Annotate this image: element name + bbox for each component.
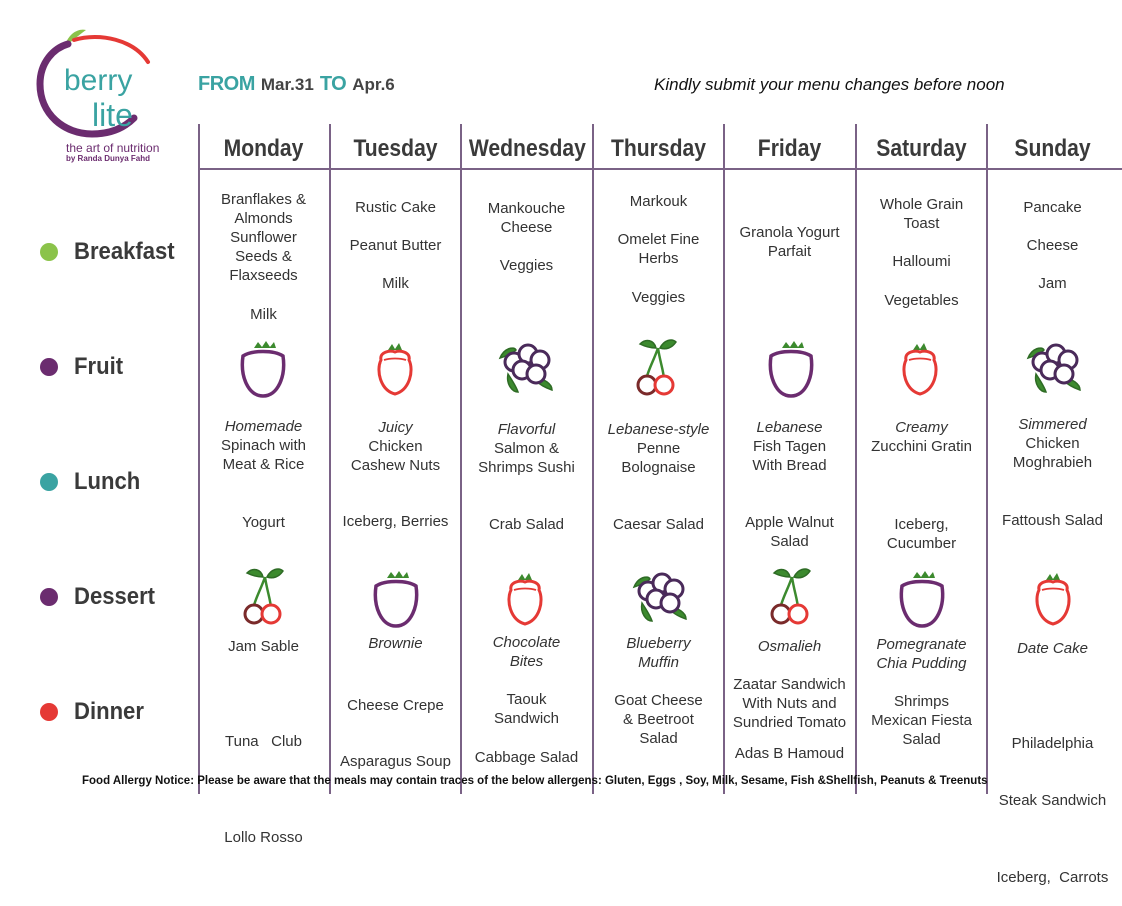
lunch-thursday bbox=[593, 420, 724, 534]
blueberry-icon bbox=[494, 334, 556, 398]
day-header-tuesday: Tuesday bbox=[353, 135, 438, 162]
dessert-monday bbox=[198, 637, 329, 656]
breakfast-item: Branflakes & bbox=[220, 191, 307, 208]
meal-label-text: Dinner bbox=[74, 698, 144, 725]
to-label: TO bbox=[319, 73, 347, 95]
day-header-friday: Friday bbox=[757, 135, 822, 162]
lunch-item: Moghrabieh bbox=[1012, 454, 1093, 471]
dessert-item: Chocolate bbox=[492, 634, 561, 651]
raspberry-icon bbox=[1022, 568, 1084, 632]
lunch-dot bbox=[40, 473, 58, 491]
dessert-item: Chia Pudding bbox=[876, 655, 967, 672]
dessert-item: Muffin bbox=[638, 654, 679, 671]
lunch-sunday bbox=[987, 415, 1118, 530]
dessert-item: Date Cake bbox=[1017, 640, 1088, 657]
dinner-item: & Beetroot bbox=[623, 711, 694, 728]
breakfast-sunday bbox=[987, 198, 1118, 293]
dessert-item: Brownie bbox=[368, 635, 423, 652]
allergy-notice: Food Allergy Notice: Please be aware that the meals may contain traces of the below allergens: Gluten, Eggs , Soy, Milk, Sesame, Fish &Shellfish, Peanuts & Treenuts bbox=[82, 775, 988, 787]
lunch-item: Salmon & bbox=[493, 440, 560, 457]
lunch-item: Penne bbox=[636, 440, 681, 457]
dinner-friday bbox=[724, 675, 855, 763]
lunch-side: Crab Salad bbox=[488, 516, 565, 533]
dinner-thursday bbox=[593, 691, 724, 748]
lunch-side: Fattoush Salad bbox=[1002, 512, 1103, 529]
dessert-sunday bbox=[987, 639, 1118, 658]
breakfast-wednesday bbox=[461, 199, 592, 275]
raspberry-icon bbox=[889, 338, 951, 402]
meal-label-fruit bbox=[40, 353, 127, 381]
to-date: Apr.6 bbox=[352, 75, 395, 94]
lunch-item: Shrimps Sushi bbox=[478, 459, 575, 476]
lunch-side: Salad bbox=[770, 533, 809, 550]
lunch-side: Apple Walnut bbox=[745, 514, 834, 531]
lunch-item: With Bread bbox=[752, 457, 827, 474]
meal-label-text: Dessert bbox=[74, 583, 156, 610]
dessert-item: Blueberry bbox=[626, 635, 691, 652]
meal-label-text: Fruit bbox=[74, 353, 124, 380]
dinner-item: Steak Sandwich bbox=[998, 792, 1107, 809]
meal-label-dessert bbox=[40, 583, 162, 611]
lunch-wednesday bbox=[461, 420, 592, 534]
meal-label-dinner bbox=[40, 698, 150, 726]
breakfast-item: Mankouche bbox=[487, 200, 566, 217]
dessert-item: Pomegranate bbox=[876, 636, 967, 653]
dinner-item: With Nuts and bbox=[742, 695, 837, 712]
submission-notice: Kindly submit your menu changes before noon bbox=[654, 75, 1005, 94]
logo-word-1: berry bbox=[64, 64, 133, 97]
cherry-icon bbox=[233, 563, 295, 627]
breakfast-item: Vegetables bbox=[884, 292, 959, 309]
breakfast-item: Halloumi bbox=[892, 253, 951, 270]
breakfast-item: Veggies bbox=[499, 257, 554, 274]
breakfast-item: Parfait bbox=[767, 243, 812, 260]
dinner-side: Asparagus Soup bbox=[340, 753, 451, 770]
fig-icon bbox=[891, 568, 953, 632]
blueberry-icon bbox=[1022, 334, 1084, 398]
dinner-item: Sundried Tomato bbox=[732, 714, 847, 731]
lunch-item: Creamy bbox=[895, 419, 948, 436]
from-label: FROM bbox=[198, 73, 255, 95]
day-header-thursday: Thursday bbox=[610, 135, 707, 162]
dessert-saturday bbox=[856, 635, 987, 673]
day-header-monday: Monday bbox=[223, 135, 304, 162]
logo-byline: by Randa Dunya Fahd bbox=[66, 154, 151, 163]
lunch-side: Iceberg, Berries bbox=[342, 513, 449, 530]
breakfast-item: Rustic Cake bbox=[355, 199, 436, 216]
dinner-item: Shrimps bbox=[893, 693, 949, 710]
raspberry-icon bbox=[494, 568, 556, 632]
dessert-wednesday bbox=[461, 633, 592, 671]
dinner-item: Zaatar Sandwich bbox=[733, 676, 846, 693]
lunch-item: Spinach with bbox=[220, 437, 307, 454]
breakfast-item: Jam bbox=[1038, 275, 1067, 292]
logo-word-2: lite bbox=[92, 97, 133, 133]
dessert-friday bbox=[724, 637, 855, 656]
dinner-dot bbox=[40, 703, 58, 721]
meal-label-lunch bbox=[40, 468, 146, 496]
lunch-item: Chicken bbox=[368, 438, 423, 455]
cherry-icon bbox=[760, 563, 822, 627]
lunch-saturday bbox=[856, 418, 987, 553]
lunch-item: Chicken bbox=[1025, 435, 1080, 452]
breakfast-item: Milk bbox=[250, 306, 277, 323]
lunch-item: Cashew Nuts bbox=[350, 457, 441, 474]
dinner-item: Cheese Crepe bbox=[347, 697, 444, 714]
breakfast-item: Herbs bbox=[638, 250, 679, 267]
breakfast-item: Sunflower bbox=[230, 229, 297, 246]
dinner-saturday bbox=[856, 692, 987, 749]
dinner-side: Adas B Hamoud bbox=[734, 745, 845, 762]
lunch-side: Iceberg, bbox=[894, 516, 949, 533]
lunch-side: Yogurt bbox=[242, 514, 285, 531]
header-divider bbox=[198, 168, 1122, 170]
lunch-friday bbox=[724, 418, 855, 551]
fig-icon bbox=[365, 568, 427, 632]
dessert-dot bbox=[40, 588, 58, 606]
lunch-item: Meat & Rice bbox=[222, 456, 305, 473]
lunch-item: Flavorful bbox=[497, 421, 556, 438]
day-header-wednesday: Wednesday bbox=[468, 135, 586, 162]
lunch-side: Caesar Salad bbox=[613, 516, 704, 533]
breakfast-tuesday bbox=[330, 198, 461, 293]
lunch-tuesday bbox=[330, 418, 461, 531]
lunch-monday bbox=[198, 417, 329, 532]
breakfast-item: Seeds & bbox=[235, 248, 292, 265]
fig-icon bbox=[760, 338, 822, 402]
breakfast-item: Cheese bbox=[1026, 237, 1079, 254]
dessert-item: Bites bbox=[509, 653, 544, 670]
breakfast-dot bbox=[40, 243, 58, 261]
dinner-item: Tuna Club bbox=[225, 733, 302, 750]
lunch-item: Juicy bbox=[378, 419, 413, 436]
breakfast-item: Flaxseeds bbox=[229, 267, 298, 284]
dinner-wednesday bbox=[461, 690, 592, 767]
breakfast-item: Peanut Butter bbox=[349, 237, 442, 254]
meal-label-text: Breakfast bbox=[74, 238, 175, 265]
breakfast-item: Markouk bbox=[629, 193, 688, 210]
dessert-thursday bbox=[593, 634, 724, 672]
dinner-side: Lollo Rosso bbox=[224, 829, 303, 846]
lunch-item: Fish Tagen bbox=[752, 438, 827, 455]
dinner-item: Philadelphia bbox=[1011, 735, 1094, 752]
day-header-sunday: Sunday bbox=[1014, 135, 1091, 162]
dinner-tuesday bbox=[330, 696, 461, 771]
fruit-dot bbox=[40, 358, 58, 376]
breakfast-item: Cheese bbox=[500, 219, 553, 236]
lunch-item: Homemade bbox=[224, 418, 303, 435]
lunch-item: Lebanese bbox=[756, 419, 823, 436]
dinner-item: Goat Cheese bbox=[614, 692, 703, 709]
blueberry-icon bbox=[628, 563, 690, 627]
cherry-icon bbox=[626, 334, 688, 398]
breakfast-item: Whole Grain bbox=[879, 196, 964, 213]
breakfast-item: Veggies bbox=[631, 289, 686, 306]
breakfast-item: Pancake bbox=[1023, 199, 1082, 216]
day-header-saturday: Saturday bbox=[876, 135, 967, 162]
dinner-item: Mexican Fiesta bbox=[871, 712, 972, 729]
dinner-side: Cabbage Salad bbox=[474, 749, 579, 766]
dinner-side: Iceberg, Carrots bbox=[996, 869, 1109, 886]
breakfast-item: Granola Yogurt bbox=[739, 224, 840, 241]
dinner-item: Taouk bbox=[506, 691, 547, 708]
raspberry-icon bbox=[364, 338, 426, 402]
dessert-item: Osmalieh bbox=[757, 638, 822, 655]
dessert-item: Jam Sable bbox=[228, 638, 299, 655]
meal-label-text: Lunch bbox=[74, 468, 141, 495]
lunch-item: Lebanese-style bbox=[607, 421, 710, 438]
breakfast-friday bbox=[724, 223, 855, 261]
dinner-item: Sandwich bbox=[493, 710, 560, 727]
breakfast-monday bbox=[198, 190, 329, 324]
breakfast-item: Milk bbox=[382, 275, 409, 292]
meal-label-breakfast bbox=[40, 238, 183, 266]
from-date: Mar.31 bbox=[260, 75, 314, 94]
dinner-sunday bbox=[987, 696, 1118, 906]
breakfast-item: Omelet Fine bbox=[617, 231, 700, 248]
breakfast-item: Almonds bbox=[234, 210, 293, 227]
lunch-item: Zucchini Gratin bbox=[871, 438, 972, 455]
lunch-side: Cucumber bbox=[886, 535, 957, 552]
dessert-tuesday bbox=[330, 634, 461, 653]
fig-icon bbox=[232, 338, 294, 402]
date-range bbox=[198, 73, 395, 96]
dinner-item: Salad bbox=[639, 730, 678, 747]
logo-tagline: the art of nutrition bbox=[66, 141, 160, 155]
lunch-item: Simmered bbox=[1018, 416, 1087, 433]
lunch-item: Bolognaise bbox=[621, 459, 696, 476]
breakfast-thursday bbox=[593, 192, 724, 307]
dinner-item: Salad bbox=[902, 731, 941, 748]
breakfast-item: Toast bbox=[903, 215, 940, 232]
breakfast-saturday bbox=[856, 195, 987, 310]
